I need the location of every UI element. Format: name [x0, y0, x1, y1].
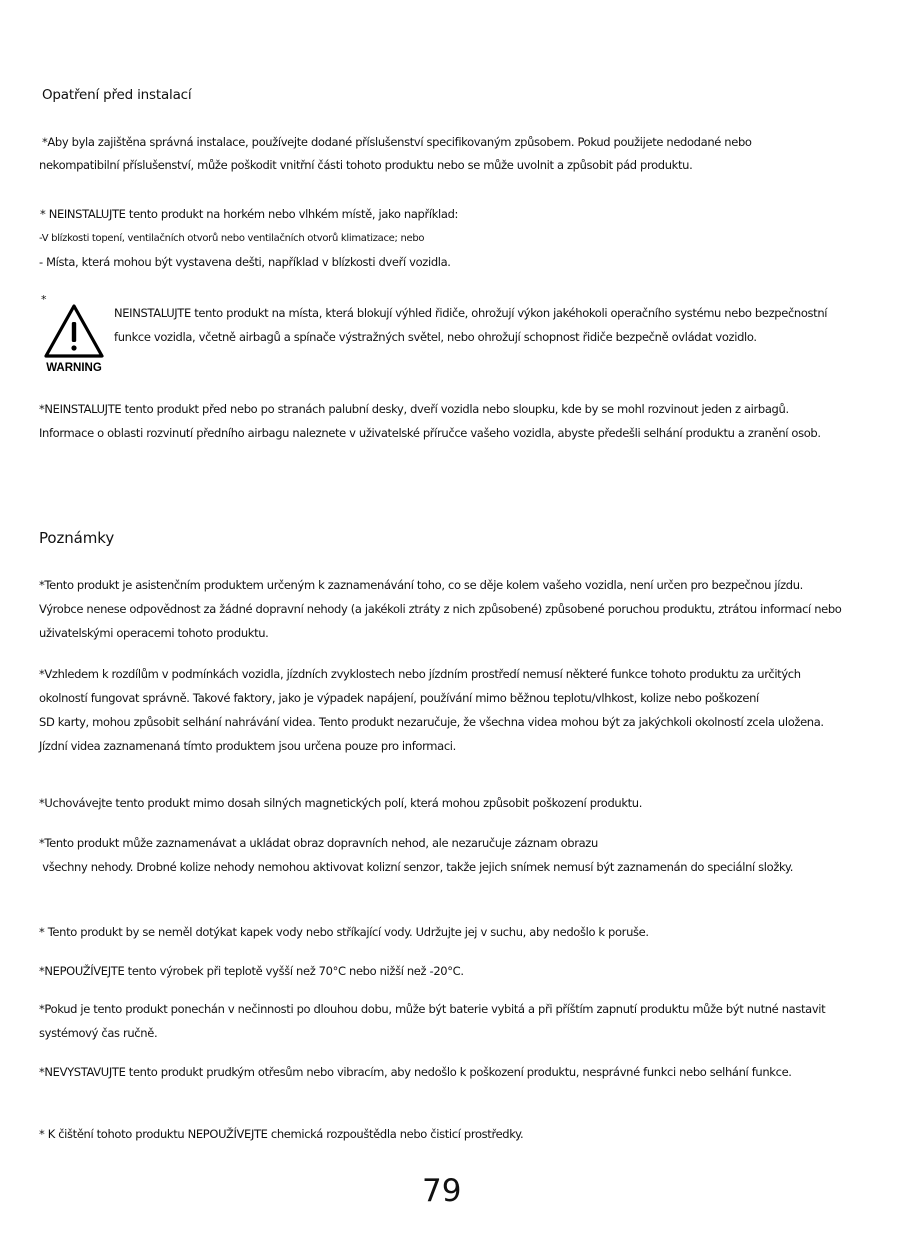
paragraph-line: *NEINSTALUJTE tento produkt před nebo po stranách palubní desky, dveří vozidla nebo sloupku, kde by se mohl rozvinout jeden z airbagů. [39, 402, 789, 416]
warning-text-line: funkce vozidla, včetně airbagů a spínače výstražných světel, nebo ohrožují schopnost řidiče bezpečně ovládat vozidlo. [114, 330, 757, 344]
paragraph-line: nekompatibilní příslušenství, může poškodit vnitřní části tohoto produktu nebo se může uvolnit a způsobit pád produktu. [39, 158, 693, 172]
paragraph-line: Informace o oblasti rozvinutí předního airbagu naleznete v uživatelské příručce vašeho vozidla, abyste předešli selhání produktu a zranění osob. [39, 426, 821, 440]
warning-asterisk: * [41, 293, 47, 306]
warning-triangle-icon [44, 300, 106, 374]
note-line: *Uchovávejte tento produkt mimo dosah silných magnetických polí, která mohou způsobit poškození produktu. [39, 796, 643, 810]
note-line: *NEPOUŽÍVEJTE tento výrobek při teplotě vyšší než 70°C nebo nižší než -20°C. [39, 964, 464, 978]
section-title-installation: Opatření před instalací [42, 87, 192, 103]
note-line: *Tento produkt může zaznamenávat a ukládat obraz dopravních nehod, ale nezaručuje záznam obrazu [39, 836, 598, 850]
paragraph-line: - Místa, která mohou být vystavena dešti, například v blízkosti dveří vozidla. [39, 255, 451, 269]
warning-label: WARNING [46, 362, 102, 374]
paragraph-line: * NEINSTALUJTE tento produkt na horkém nebo vlhkém místě, jako například: [40, 207, 459, 221]
note-line: *Vzhledem k rozdílům v podmínkách vozidla, jízdních zvyklostech nebo jízdním prostředí nemusí některé funkce tohoto produktu za určitých [39, 667, 801, 681]
paragraph-line: *Aby byla zajištěna správná instalace, používejte dodané příslušenství specifikovaným způsobem. Pokud použijete nedodané nebo [42, 135, 752, 149]
paragraph-line: -V blízkosti topení, ventilačních otvorů nebo ventilačních otvorů klimatizace; nebo [39, 233, 425, 244]
note-line: všechny nehody. Drobné kolize nehody nemohou aktivovat kolizní senzor, takže jejich snímek nemusí být zaznamenán do speciální složky. [39, 860, 794, 874]
section-title-notes: Poznámky [39, 529, 115, 547]
page-number: 79 [422, 1173, 462, 1209]
note-line: okolností fungovat správně. Takové faktory, jako je výpadek napájení, používání mimo běžnou teplotu/vlhkost, kolize nebo poškození [39, 691, 759, 705]
warning-text-line: NEINSTALUJTE tento produkt na místa, která blokují výhled řidiče, ohrožují výkon jakéhokoli operačního systému nebo bezpečnostní [114, 306, 828, 320]
note-line: Výrobce nenese odpovědnost za žádné dopravní nehody (a jakékoli ztráty z nich způsobené) způsobené poruchou produktu, ztrátou informací nebo [39, 602, 842, 616]
note-line: * Tento produkt by se neměl dotýkat kapek vody nebo stříkající vody. Udržujte jej v suchu, aby nedošlo k poruše. [39, 925, 649, 939]
note-line: * K čištění tohoto produktu NEPOUŽÍVEJTE chemická rozpouštědla nebo čisticí prostředky. [39, 1127, 524, 1141]
note-line: *Tento produkt je asistenčním produktem určeným k zaznamenávání toho, co se děje kolem vašeho vozidla, není určen pro bezpečnou jízdu. [39, 578, 803, 592]
note-line: systémový čas ručně. [39, 1026, 158, 1040]
note-line: *Pokud je tento produkt ponechán v nečinnosti po dlouhou dobu, může být baterie vybitá a při příštím zapnutí produktu může být nutné nastavit [39, 1002, 826, 1016]
note-line: uživatelskými operacemi tohoto produktu. [39, 626, 269, 640]
note-line: Jízdní videa zaznamenaná tímto produktem jsou určena pouze pro informaci. [39, 739, 456, 753]
note-line: *NEVYSTAVUJTE tento produkt prudkým otřesům nebo vibracím, aby nedošlo k poškození produktu, nesprávné funkci nebo selhání funkce. [39, 1065, 792, 1079]
note-line: SD karty, mohou způsobit selhání nahrávání videa. Tento produkt nezaručuje, že všechna videa mohou být za jakýchkoli okolností zcela uložena. [39, 715, 824, 729]
